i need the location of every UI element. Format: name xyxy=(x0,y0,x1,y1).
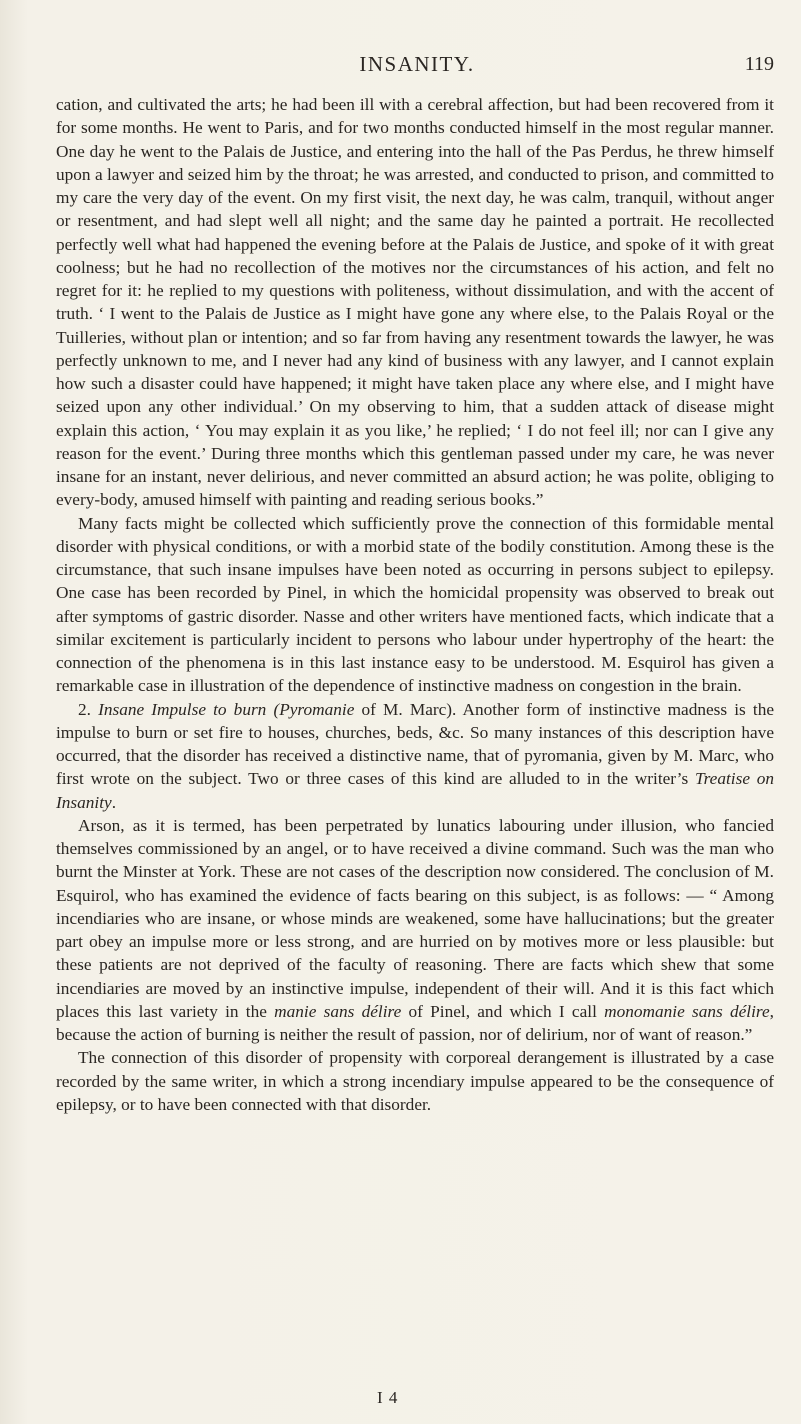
section-number: 2. xyxy=(78,699,91,719)
running-head xyxy=(60,52,774,82)
paragraph-3 xyxy=(56,698,774,814)
paragraph-5: The connection of this disorder of propensity with corporeal derangement is illustrated by a case recorded by the same writer, in which a strong incendiary impulse appeared to be the consequence of epilepsy, or to have been connected with that disorder. xyxy=(56,1048,774,1114)
signature-mark: I 4 xyxy=(377,1388,399,1407)
paragraph-4 xyxy=(56,814,774,1047)
paragraph-4-text-b: of Pinel, and which I call xyxy=(401,1001,605,1021)
treatise-reference: Treatise on Insanity xyxy=(56,769,774,812)
section-heading: Insane Impulse to burn (Pyromanie xyxy=(98,699,355,719)
term-monomanie-sans-delire: monomanie sans délire xyxy=(604,1001,770,1021)
paragraph-3-text: of M. Marc). Another form of instinctive madness is the impulse to burn or set fire to houses, churches, beds, &c. So many instances of this description have occurred, that the disorder has received a distinctive name, that of pyromania, given by M. Marc, who first wrote on the subject. Two or three cases of this kind are alluded to in the writer’s xyxy=(56,699,774,789)
paragraph-1: cation, and cultivated the arts; he had been ill with a cerebral affection, but had been recovered from it for some months. He went to Paris, and for two months conducted himself in the most regular manner. One day he went to the Palais de Justice, and entering into the hall of the Pas Perdus, he threw himself upon a lawyer and seized him by the throat; he was arrested, and conducted to prison, and committed to my care the very day of the event. On my first visit, the next day, he was calm, tranquil, without anger or resentment, and had slept well all night; and the same day he painted a portrait. He recollected perfectly well what had happened the evening before at the Palais de Justice, and spoke of it with great coolness; but he had no recollection of the motives nor the circumstances of his action, and felt no regret for it: he replied to my questions with politeness, without dissimulation, and with the accent of truth. ‘ I went to the Palais de Justice as I might have gone any where else, to the Palais Royal or the Tuilleries, without plan or intention; and so far from having any resentment towards the lawyer, he was perfectly unknown to me, and I never had any kind of business with any lawyer, and I cannot explain how such a disaster could have happened; it might have taken place any where else, and I might have seized upon any other individual.’ On my observing to him, that a sudden attack of disease might explain this action, ‘ You may explain it as you like,’ he replied; ‘ I do not feel ill; nor can I give any reason for the event.’ During three months which this gentleman passed under my care, he was never insane for an instant, never delirious, and never committed an absurd action; he was polite, obliging to every-body, amused himself with painting and reading serious books.” xyxy=(56,95,774,510)
body-text xyxy=(56,93,774,1116)
paragraph-4-text-a: Arson, as it is termed, has been perpetrated by lunatics labouring under illusion, who fancied themselves commissioned by an angel, or to have received a divine command. Such was the man who burnt the Minster at York. These are not cases of the description now considered. The conclusion of M. Esquirol, who has examined the evidence of facts bearing on this subject, is as follows: — “ Among incendiaries who are insane, or whose minds are weakened, some have hallucinations; but the greater part obey an impulse more or less strong, and are hurried on by motives more or less plausible: but these patients are not deprived of the faculty of reasoning. There are facts which shew that some incendiaries are moved by an instinctive impulse, independent of their will. And it is this fact which places this last variety in the xyxy=(56,815,774,1021)
paragraph-4-text-c: , because the action of burning is neither the result of passion, nor of delirium, nor of want of reason.” xyxy=(56,1001,774,1044)
page-number: 119 xyxy=(744,53,774,75)
paragraph-2: Many facts might be collected which sufficiently prove the connection of this formidable mental disorder with physical conditions, or with a morbid state of the bodily constitution. Among these is the circumstance, that such insane impulses have been noted as occurring in persons subject to epilepsy. One case has been recorded by Pinel, in which the homicidal propensity was observed to break out after symptoms of gastric disorder. Nasse and other writers have mentioned facts, which indicate that a similar excitement is particularly incident to persons who labour under hypertrophy of the heart: the connection of the phenomena is in this last instance easy to be understood. M. Esquirol has given a remarkable case in illustration of the dependence of instinctive madness on congestion in the brain. xyxy=(56,513,774,696)
term-manie-sans-delire: manie sans délire xyxy=(274,1001,402,1021)
page-title: INSANITY. xyxy=(359,52,475,76)
paragraph-3-tail: . xyxy=(111,792,117,812)
